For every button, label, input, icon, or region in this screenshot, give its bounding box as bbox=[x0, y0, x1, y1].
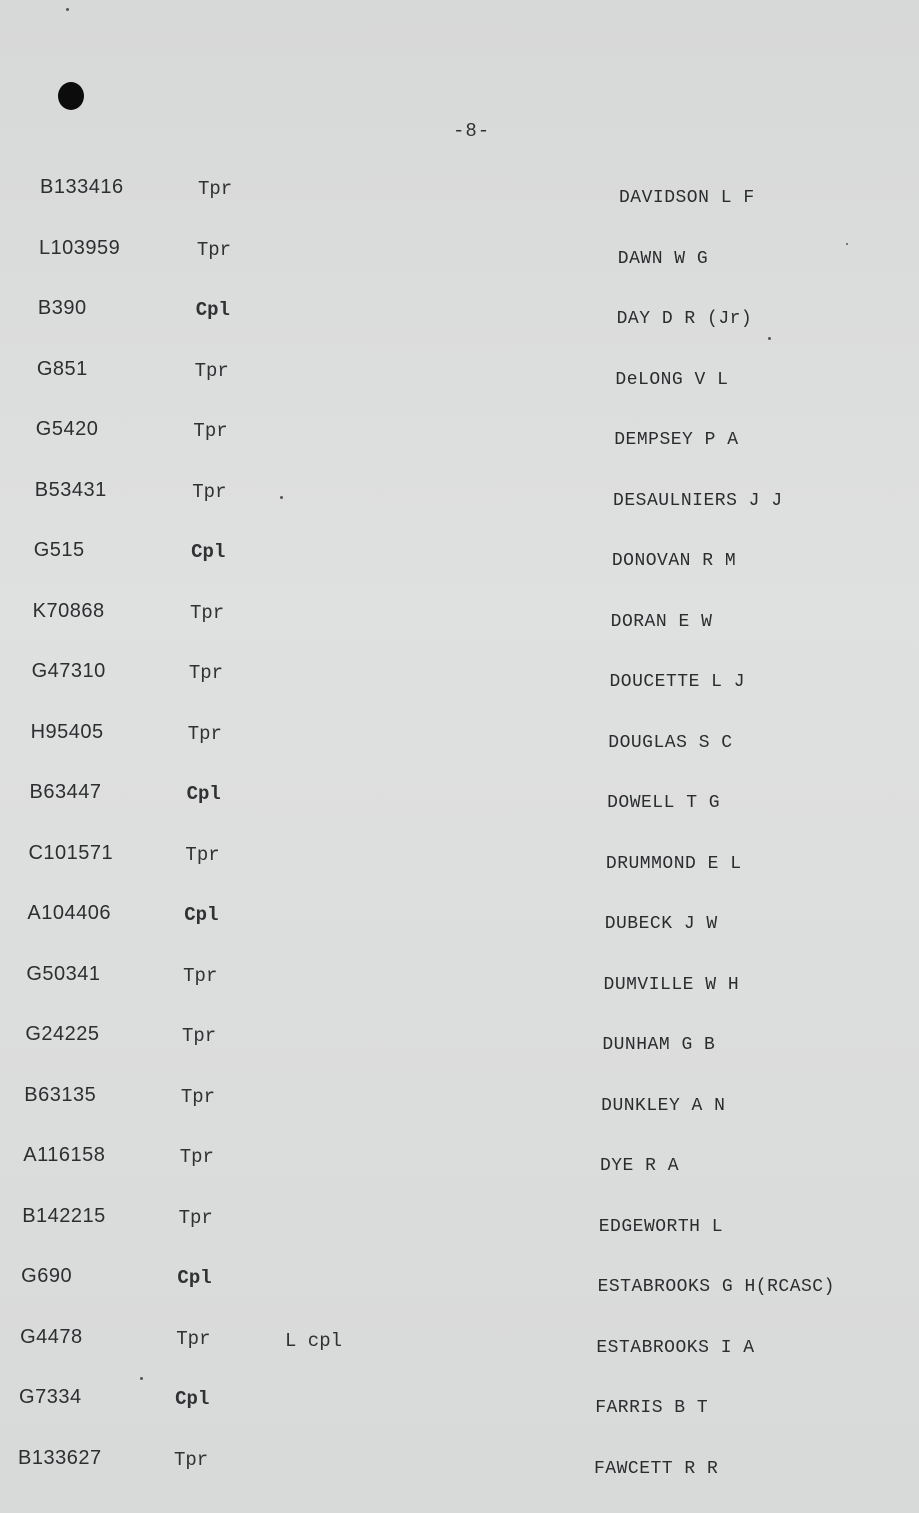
roster-row bbox=[0, 963, 919, 1003]
rank: Tpr bbox=[193, 420, 228, 442]
roster-row bbox=[0, 721, 919, 761]
service-number: B53431 bbox=[34, 478, 107, 501]
roster-row bbox=[0, 479, 919, 519]
service-number: A116158 bbox=[23, 1144, 106, 1166]
roster-row bbox=[0, 660, 919, 700]
soldier-name: FARRIS B T bbox=[595, 1398, 709, 1418]
soldier-name: EDGEWORTH L bbox=[598, 1216, 724, 1237]
rank: Tpr bbox=[176, 1327, 211, 1350]
rank: Tpr bbox=[180, 1085, 216, 1108]
rank: Cpl bbox=[175, 1388, 210, 1410]
rank: Tpr bbox=[179, 1146, 214, 1168]
service-number: G4478 bbox=[20, 1325, 83, 1348]
roster-row bbox=[0, 539, 919, 579]
service-number: H95405 bbox=[30, 720, 104, 743]
rank: Cpl bbox=[177, 1267, 212, 1289]
service-number: K70868 bbox=[32, 599, 105, 622]
rank: Tpr bbox=[188, 662, 224, 684]
rank: Cpl bbox=[191, 541, 226, 563]
soldier-name: ESTABROOKS I A bbox=[596, 1337, 755, 1358]
soldier-name: DAY D R (Jr) bbox=[616, 309, 753, 329]
soldier-name: DONOVAN R M bbox=[611, 551, 737, 571]
soldier-name: ESTABROOKS G H(RCASC) bbox=[597, 1277, 835, 1297]
soldier-name: DESAULNIERS J J bbox=[613, 490, 783, 511]
roster-row bbox=[0, 1265, 919, 1305]
soldier-name: DRUMMOND E L bbox=[605, 853, 742, 874]
soldier-name: FAWCETT R R bbox=[594, 1458, 719, 1479]
rank: Cpl bbox=[184, 904, 219, 926]
roster-row bbox=[0, 237, 919, 277]
rank: Tpr bbox=[183, 964, 218, 987]
paper-speck bbox=[140, 1377, 143, 1380]
soldier-name: DUNHAM G B bbox=[602, 1035, 716, 1055]
service-number: G7334 bbox=[19, 1386, 82, 1408]
roster-row bbox=[0, 418, 919, 458]
paper-speck bbox=[768, 337, 771, 340]
rank: Cpl bbox=[186, 783, 221, 805]
page-number: -8- bbox=[453, 120, 491, 142]
roster-row bbox=[0, 1144, 919, 1184]
service-number: C101571 bbox=[28, 841, 114, 864]
roster-row bbox=[0, 842, 919, 882]
soldier-name: DeLONG V L bbox=[615, 369, 729, 390]
soldier-name: DORAN E W bbox=[610, 611, 713, 632]
rank: Tpr bbox=[196, 238, 232, 261]
service-number: G47310 bbox=[31, 660, 106, 682]
service-number: B63135 bbox=[24, 1083, 97, 1106]
soldier-name: DEMPSEY P A bbox=[614, 430, 739, 450]
service-number: G50341 bbox=[26, 962, 101, 985]
soldier-name: DAVIDSON L F bbox=[619, 188, 755, 208]
rank: Tpr bbox=[182, 1025, 217, 1047]
rank: Tpr bbox=[198, 178, 233, 200]
rank: Tpr bbox=[174, 1448, 209, 1471]
roster-row bbox=[0, 902, 919, 942]
paper-speck bbox=[280, 496, 283, 499]
soldier-name: DOUCETTE L J bbox=[609, 672, 746, 692]
roster-row bbox=[0, 297, 919, 337]
soldier-name: DAWN W G bbox=[617, 248, 709, 269]
service-number: B133416 bbox=[40, 176, 124, 198]
rank: Tpr bbox=[194, 359, 229, 382]
rank: Tpr bbox=[185, 843, 220, 866]
rank: Tpr bbox=[187, 722, 222, 745]
service-number: G5420 bbox=[35, 418, 99, 440]
soldier-name: DUBECK J W bbox=[604, 914, 718, 934]
service-number: A104406 bbox=[27, 902, 111, 924]
rank: Tpr bbox=[190, 601, 225, 624]
rank: Tpr bbox=[192, 480, 227, 503]
service-number: B390 bbox=[37, 297, 87, 319]
service-number: G690 bbox=[21, 1265, 73, 1287]
service-number: B63447 bbox=[29, 781, 102, 803]
roster-row bbox=[0, 358, 919, 398]
soldier-name: DUNKLEY A N bbox=[601, 1095, 726, 1116]
roster-row bbox=[0, 600, 919, 640]
paper-speck bbox=[66, 8, 69, 11]
roster-row bbox=[0, 1084, 919, 1124]
soldier-name: DOWELL T G bbox=[607, 793, 721, 813]
service-number: L103959 bbox=[38, 236, 121, 259]
service-number: G851 bbox=[36, 357, 88, 380]
soldier-name: DUMVILLE W H bbox=[603, 974, 740, 995]
rank: Cpl bbox=[195, 299, 230, 321]
soldier-name: DOUGLAS S C bbox=[608, 732, 733, 753]
rank-note: L cpl bbox=[285, 1329, 343, 1352]
service-number: G24225 bbox=[25, 1023, 100, 1045]
service-number: B142215 bbox=[22, 1204, 106, 1227]
punch-hole bbox=[58, 82, 84, 110]
roster-row bbox=[0, 781, 919, 821]
paper-speck bbox=[846, 243, 848, 245]
rank: Tpr bbox=[178, 1206, 213, 1229]
roster-row bbox=[0, 1447, 919, 1487]
service-number: B133627 bbox=[18, 1446, 102, 1469]
soldier-name: DYE R A bbox=[599, 1156, 680, 1176]
roster-row bbox=[0, 176, 919, 216]
roster-row bbox=[0, 1205, 919, 1245]
roster-row bbox=[0, 1023, 919, 1063]
service-number: G515 bbox=[33, 539, 85, 561]
roster-row bbox=[0, 1326, 919, 1366]
roster-row bbox=[0, 1386, 919, 1426]
